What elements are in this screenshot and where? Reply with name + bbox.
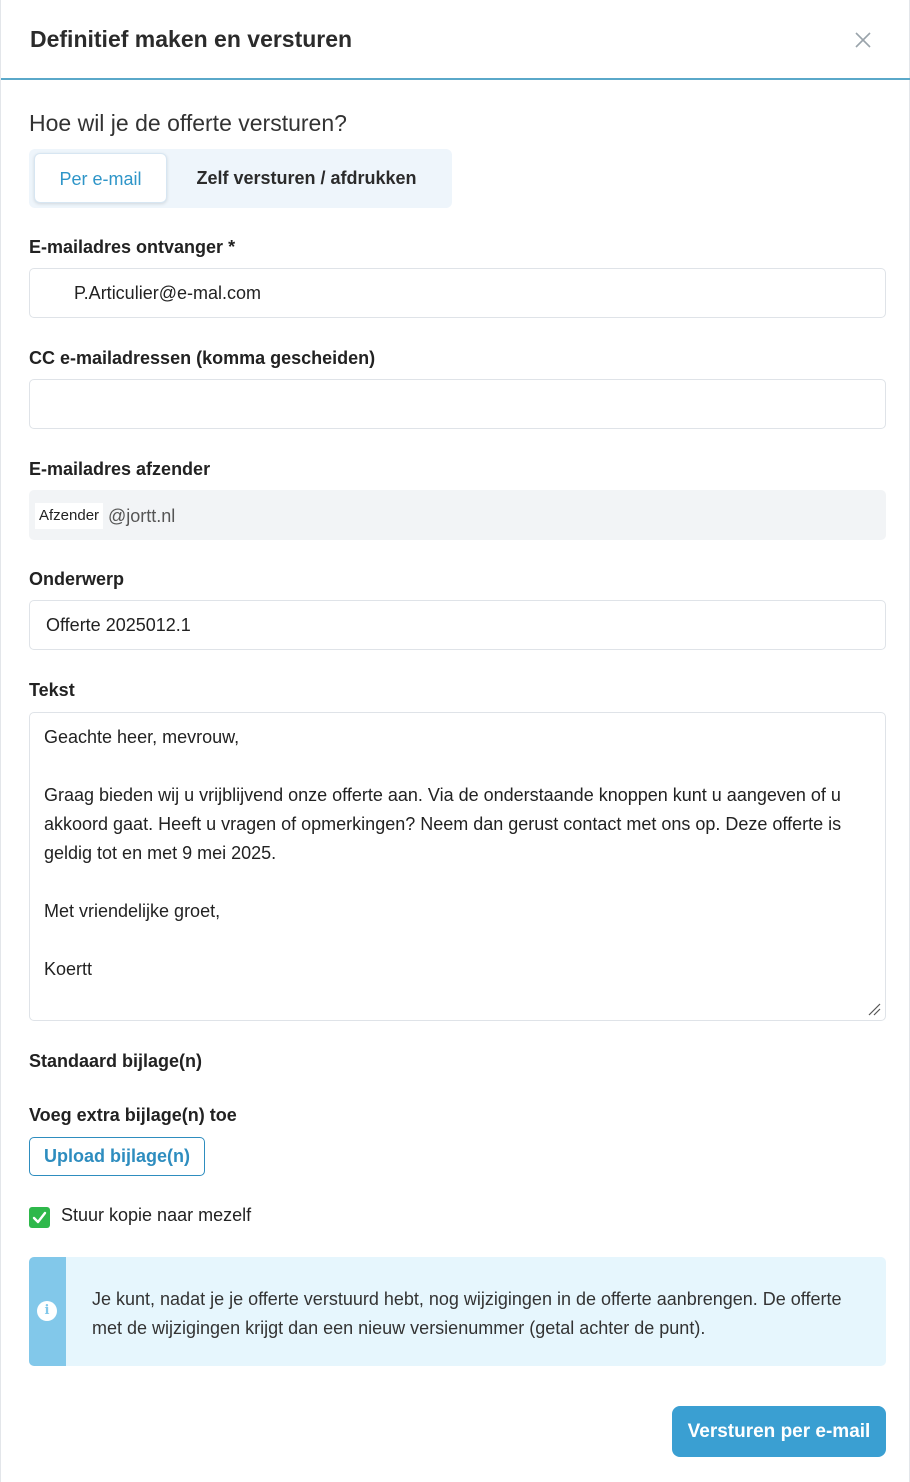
subject-input[interactable] [29, 600, 886, 650]
body-textarea[interactable] [29, 712, 886, 1021]
dialog-header [1, 0, 910, 80]
resize-handle-icon[interactable] [867, 1002, 881, 1016]
sender-label: E-mailadres afzender [29, 459, 211, 479]
recipient-email-input[interactable] [29, 268, 886, 318]
cc-email-input[interactable] [29, 379, 886, 429]
option-per-email[interactable]: Per e-mail [34, 153, 167, 203]
body-label: Tekst [29, 680, 75, 700]
send-method-question: Hoe wil je de offerte versturen? [29, 110, 347, 136]
send-copy-label[interactable]: Stuur kopie naar mezelf [61, 1205, 252, 1225]
cc-label: CC e-mailadressen (komma gescheiden) [29, 348, 376, 368]
checkmark-icon [29, 1207, 50, 1228]
info-bar [29, 1257, 66, 1366]
info-box [29, 1257, 886, 1366]
extra-attachments-label: Voeg extra bijlage(n) toe [29, 1105, 237, 1125]
subject-label: Onderwerp [29, 569, 125, 589]
info-icon: i [37, 1301, 57, 1321]
send-email-button[interactable]: Versturen per e-mail [672, 1406, 886, 1457]
dialog-title: Definitief maken en versturen [30, 26, 353, 52]
recipient-label: E-mailadres ontvanger * [29, 237, 236, 257]
option-self-send-print[interactable]: Zelf versturen / afdrukken [196, 168, 417, 188]
info-text: Je kunt, nadat je je offerte verstuurd hebt, nog wijzigingen in de offerte aanbrengen. De offerte met de wijzigingen krijgt dan een nieuw versienummer (getal achter de punt). [92, 1289, 842, 1338]
send-method-toggle [29, 149, 452, 208]
sender-name-input[interactable]: Afzender [35, 503, 103, 529]
sender-domain: @jortt.nl [108, 506, 176, 526]
default-attachments-label: Standaard bijlage(n) [29, 1051, 203, 1071]
send-copy-checkbox[interactable] [29, 1207, 50, 1228]
upload-attachments-button[interactable]: Upload bijlage(n) [29, 1137, 205, 1176]
close-icon[interactable] [851, 28, 875, 52]
